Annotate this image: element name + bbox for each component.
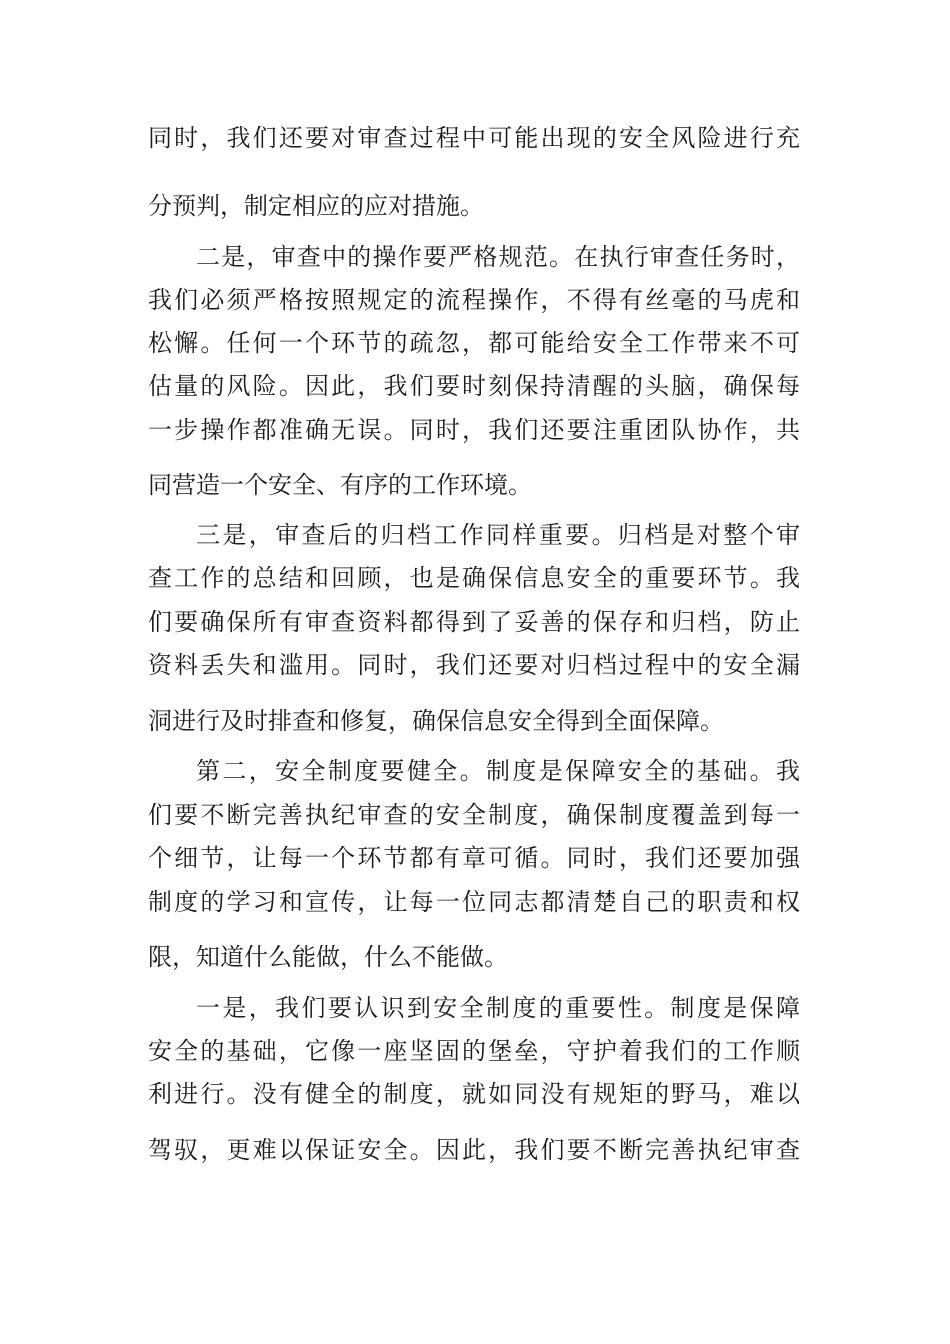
text-line: 同时，我们还要对审查过程中可能出现的安全风险进行充 (148, 124, 800, 152)
text-line: 估量的风险。因此，我们要时刻保持清醒的头脑，确保每 (148, 372, 800, 400)
paragraph-first-line: 第二，安全制度要健全。制度是保障安全的基础。我 (196, 757, 800, 785)
text-line: 查工作的总结和回顾，也是确保信息安全的重要环节。我 (148, 564, 800, 592)
text-line: 限，知道什么能做，什么不能做。 (148, 943, 508, 971)
text-line: 洞进行及时排查和修复，确保信息安全得到全面保障。 (148, 707, 724, 735)
text-line: 我们必须严格按照规定的流程操作，不得有丝毫的马虎和 (148, 286, 800, 314)
text-line: 制度的学习和宣传，让每一位同志都清楚自己的职责和权 (148, 888, 800, 916)
text-line: 个细节，让每一个环节都有章可循。同时，我们还要加强 (148, 844, 800, 872)
text-line: 驾驭，更难以保证安全。因此，我们要不断完善执纪审查 (148, 1136, 800, 1164)
text-line: 分预判，制定相应的应对措施。 (148, 192, 484, 220)
paragraph-first-line: 二是，审查中的操作要严格规范。在执行审查任务时， (196, 243, 800, 271)
text-line: 同营造一个安全、有序的工作环境。 (148, 471, 532, 499)
text-line: 安全的基础，它像一座坚固的堡垒，守护着我们的工作顺 (148, 1037, 800, 1065)
text-line: 资料丢失和滥用。同时，我们还要对归档过程中的安全漏 (148, 651, 800, 679)
paragraph-first-line: 一是，我们要认识到安全制度的重要性。制度是保障 (196, 994, 800, 1022)
text-line: 们要不断完善执纪审查的安全制度，确保制度覆盖到每一 (148, 801, 800, 829)
text-line: 利进行。没有健全的制度，就如同没有规矩的野马，难以 (148, 1080, 800, 1108)
text-line: 松懈。任何一个环节的疏忽，都可能给安全工作带来不可 (148, 329, 800, 357)
text-line: 一步操作都准确无误。同时，我们还要注重团队协作，共 (148, 416, 800, 444)
paragraph-first-line: 三是，审查后的归档工作同样重要。归档是对整个审 (196, 521, 800, 549)
text-line: 们要确保所有审查资料都得到了妥善的保存和归档，防止 (148, 608, 800, 636)
